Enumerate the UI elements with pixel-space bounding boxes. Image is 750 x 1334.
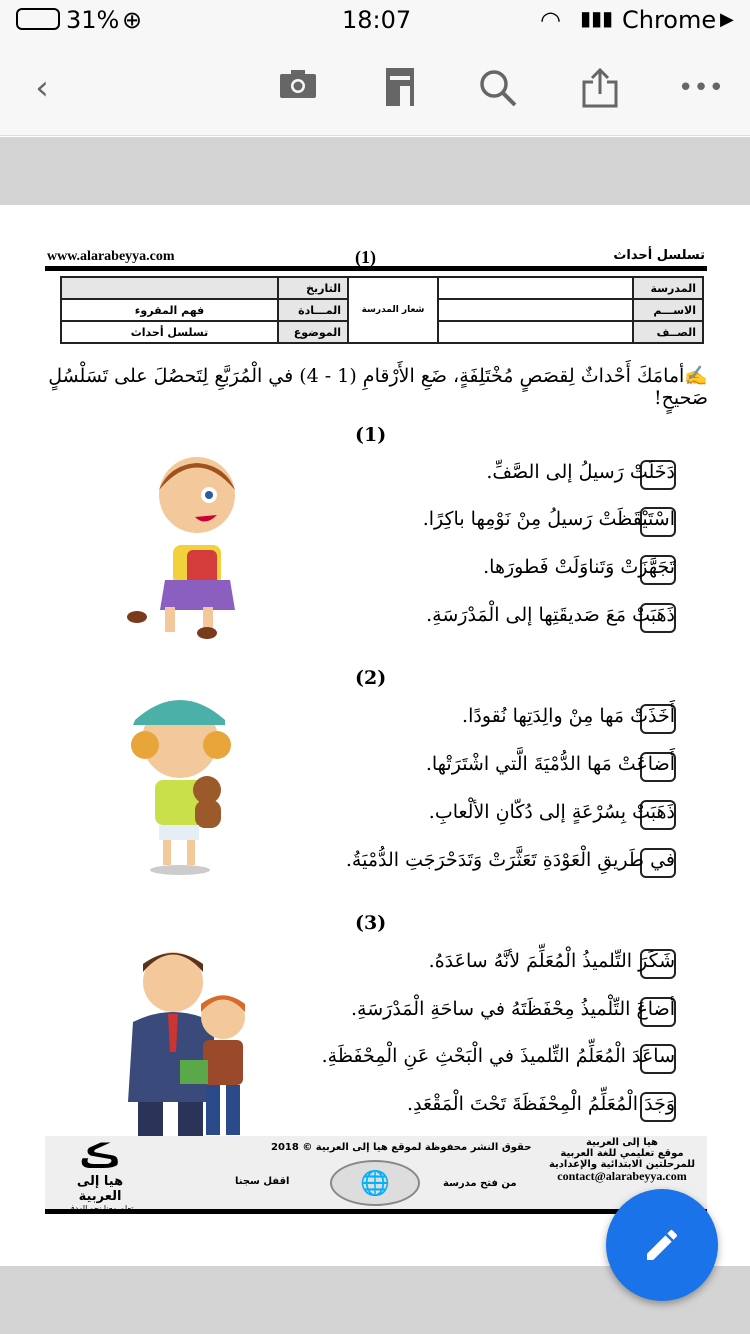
brand-logo bbox=[55, 1138, 145, 1213]
class-label: الصــف bbox=[633, 321, 703, 343]
logo-tagline: تعلم معنا نحو الهدف bbox=[66, 1204, 134, 1213]
logo-name: هيا إلى العربية bbox=[76, 1174, 124, 1204]
story-line: أَخَذَتْ مَها مِنْ والِدَتِها نُقودًا. bbox=[462, 705, 675, 727]
story-line: اسْتَيْقَظَتْ رَسيلُ مِنْ نَوْمِها باكِرًا. bbox=[422, 508, 675, 530]
story-line: تَجَهَّزَتْ وَتَناوَلَتْ فَطورَها. bbox=[483, 556, 675, 578]
site-url[interactable]: www.alarabeyya.com bbox=[47, 249, 175, 264]
camera-icon[interactable] bbox=[278, 68, 318, 108]
edit-fab-button[interactable] bbox=[606, 1189, 718, 1301]
doc-title: تسلسل أحداث bbox=[613, 248, 705, 263]
girl-with-teddy-illustration bbox=[125, 690, 240, 880]
name-label: الاســـم bbox=[633, 299, 703, 321]
story-line: ذَهَبَتْ بِسُرْعَةٍ إلى دُكّانِ الألْعابِ. bbox=[428, 801, 675, 823]
rotation-lock-icon: ⊕ bbox=[122, 6, 143, 34]
teacher-and-student-illustration bbox=[118, 942, 253, 1142]
site-info bbox=[547, 1137, 697, 1183]
pencil-icon: ✍ bbox=[684, 365, 708, 387]
pencil-icon bbox=[642, 1225, 682, 1265]
bookmark-icon[interactable] bbox=[380, 68, 420, 108]
status-bar bbox=[0, 0, 750, 40]
name-field bbox=[438, 299, 633, 321]
battery-icon bbox=[16, 8, 60, 30]
story-line: أَضاعَتْ مَها الدُّمْيَةَ الَّتي اشْتَرَتْها. bbox=[425, 753, 675, 775]
back-button[interactable]: ‹ bbox=[35, 68, 49, 108]
slogan-left: اقفل سجنا bbox=[235, 1176, 290, 1187]
contact-email[interactable]: contact@alarabeyya.com bbox=[557, 1169, 687, 1183]
story-line: ذَهَبَتْ مَعَ صَديقَتِها إلى الْمَدْرَسَةِ. bbox=[426, 604, 675, 626]
share-icon[interactable] bbox=[580, 68, 620, 108]
signal-icon: ▮▮▮ bbox=[580, 6, 614, 30]
play-icon: ▶ bbox=[720, 9, 734, 30]
subject-value: فهم المقروء bbox=[61, 299, 278, 321]
info-table bbox=[60, 276, 704, 344]
instruction-text: أمامَكَ أَحْداثٌ لِقصَصٍ مُخْتَلِفَةٍ، ضَعِ الأَرْقامِ (1 - 4) في الْمُرَبَّعِ لِتَحصُلَ على تَسَلْسُلٍ صَحيحٍ! bbox=[48, 365, 708, 409]
carrier: Chrome bbox=[622, 6, 717, 34]
girl-with-backpack-illustration bbox=[125, 445, 270, 645]
wifi-icon: ◠ bbox=[540, 6, 561, 34]
story-1-label: (1) bbox=[355, 424, 387, 446]
slogan-right: من فتح مدرسة bbox=[443, 1178, 517, 1189]
doc-header bbox=[45, 247, 707, 271]
story-2-label: (2) bbox=[355, 667, 387, 689]
story-line: شَكَرَ التِّلميذُ الْمُعَلِّمَ لأنَّهُ ساعَدَهُ. bbox=[428, 950, 675, 972]
globe-readers-illustration: 🌐 bbox=[330, 1160, 420, 1206]
class-field bbox=[438, 321, 633, 343]
clock: 18:07 bbox=[342, 6, 412, 34]
toolbar bbox=[0, 40, 750, 136]
school-field bbox=[438, 277, 633, 299]
school-logo-label: شعار المدرسة bbox=[348, 277, 438, 343]
site-name: هيا إلى العربية bbox=[586, 1137, 658, 1148]
site-desc: للمرحلتين الابتدائية والإعدادية bbox=[548, 1159, 696, 1170]
date-label: التاريخ bbox=[278, 277, 348, 299]
battery-level: 31% bbox=[66, 6, 120, 34]
story-line: ساعَدَ الْمُعَلِّمُ التِّلميذَ في الْبَحْثِ عَنِ الْمِحْفَظَةِ. bbox=[321, 1045, 675, 1067]
page-number: (1) bbox=[355, 247, 376, 267]
instruction bbox=[40, 364, 708, 409]
viewer-margin-top bbox=[0, 137, 750, 205]
copyright: حقوق النشر محفوظة لموقع هيا إلى العربية © 2018 bbox=[271, 1142, 532, 1153]
story-3-label: (3) bbox=[355, 912, 387, 934]
topic-label: الموضوع bbox=[278, 321, 348, 343]
doc-footer bbox=[45, 1136, 707, 1214]
story-line: وَجَدَ الْمُعَلِّمُ الْمِحْفَظَةَ تَحْتَ الْمَقْعَدِ. bbox=[407, 1093, 675, 1115]
story-line: في طَريقِ الْعَوْدَةِ تَعَثَّرَتْ وَتَدَحْرَجَتِ الدُّمْيَةُ. bbox=[345, 849, 675, 871]
search-icon[interactable] bbox=[478, 68, 518, 108]
story-line: أضاعَ التِّلْميذُ مِحْفَظَتَهُ في ساحَةِ الْمَدْرَسَةِ. bbox=[351, 998, 675, 1020]
subject-label: المـــادة bbox=[278, 299, 348, 321]
date-field bbox=[61, 277, 278, 299]
school-label: المدرسة bbox=[633, 277, 703, 299]
logo-icon: ڪ bbox=[79, 1137, 121, 1175]
story-line: دَخَلَتْ رَسيلُ إلى الصَّفِّ. bbox=[486, 461, 675, 483]
more-icon[interactable]: ••• bbox=[678, 73, 725, 103]
site-desc: موقع تعليمي للغة العربية bbox=[560, 1148, 684, 1159]
topic-value: تسلسل أحداث bbox=[61, 321, 278, 343]
